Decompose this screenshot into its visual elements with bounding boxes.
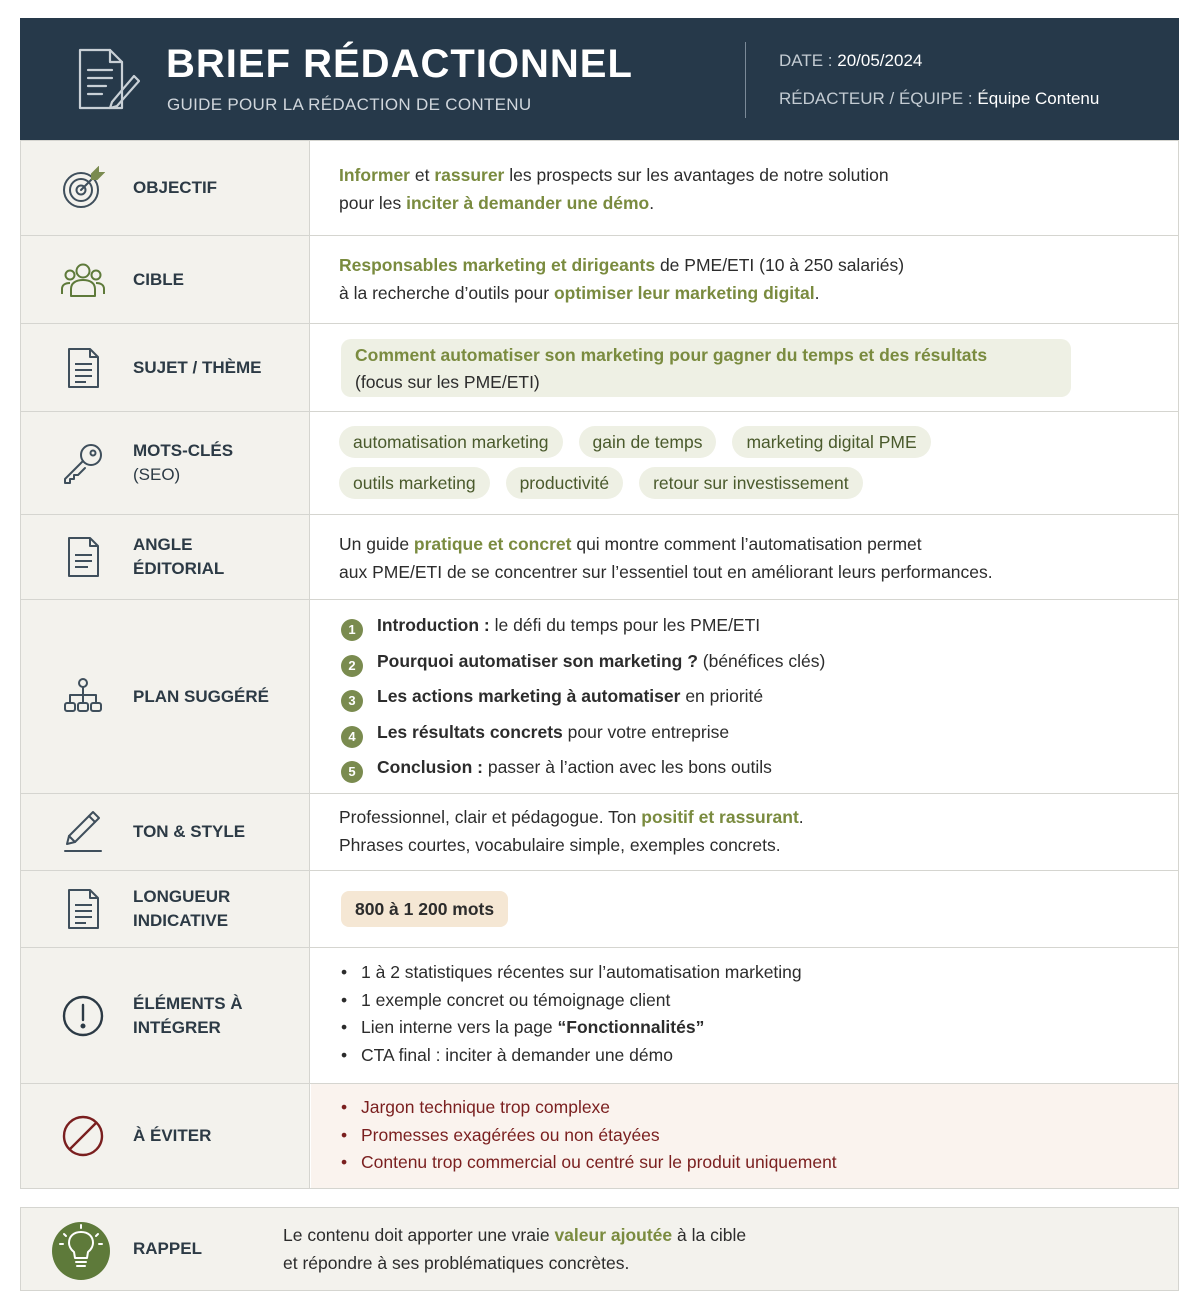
objectif-t-4: . xyxy=(649,192,655,213)
label-angle-2: ÉDITORIAL xyxy=(133,559,225,578)
brief-table xyxy=(20,140,1179,1189)
plan-item-bold: Pourquoi automatiser son marketing ? xyxy=(377,651,698,671)
plan-number-badge: 5 xyxy=(341,761,363,783)
keyword-pill: automatisation marketing xyxy=(339,426,563,458)
keyword-pill: retour sur investissement xyxy=(639,467,863,499)
cible-t-1: de PME/ETI (10 à 250 salariés) xyxy=(655,255,905,275)
elements-item-3a: Lien interne vers la page xyxy=(361,1017,558,1038)
keyword-pill: outils marketing xyxy=(339,467,490,499)
label-mots-cles-main: MOTS-CLÉS xyxy=(133,441,234,460)
keyword-pill: marketing digital PME xyxy=(732,426,930,458)
angle-t-1: Un guide xyxy=(339,534,414,554)
objectif-hl-1: Informer xyxy=(339,165,410,185)
cible-hl-2: optimiser leur marketing digital xyxy=(553,282,815,303)
exclamation-circle-icon xyxy=(61,994,105,1038)
list-item xyxy=(341,959,802,987)
rappel-t-3: et répondre à ses problématiques concrètes. xyxy=(283,1252,630,1273)
sujet-highlight-box xyxy=(341,339,1071,397)
plan-item-bold: Conclusion : xyxy=(377,757,483,777)
team-line xyxy=(779,89,1099,109)
team-value: Équipe Contenu xyxy=(977,89,1100,108)
ton-text xyxy=(339,804,804,859)
document-text-icon xyxy=(61,535,105,579)
header-divider xyxy=(745,42,746,118)
sujet-line-1: Comment automatiser son marketing pour gagner du temps et des résultats xyxy=(355,345,988,365)
rappel-t-2: à la cible xyxy=(672,1225,747,1245)
list-item: • Jargon technique trop complexe xyxy=(341,1094,837,1122)
plan-item xyxy=(341,649,825,673)
row-elements xyxy=(21,947,1178,1083)
label-longueur xyxy=(133,885,230,933)
ton-t-1: Professionnel, clair et pédagogue. Ton xyxy=(339,807,642,827)
label-longueur-2: INDICATIVE xyxy=(133,911,229,930)
elements-item-4: CTA final : inciter à demander une démo xyxy=(361,1045,673,1066)
objectif-t-2: les prospects sur les avantages de notre solution xyxy=(504,165,889,185)
cible-t-3: . xyxy=(814,282,820,303)
plan-item-rest: (bénéfices clés) xyxy=(697,651,826,671)
date-value: 20/05/2024 xyxy=(837,51,923,70)
row-eviter xyxy=(21,1083,1178,1188)
label-mots-cles-sub: (SEO) xyxy=(133,465,181,484)
label-ton: TON & STYLE xyxy=(133,822,246,841)
row-longueur xyxy=(21,870,1178,947)
ton-hl-1: positif et rassurant xyxy=(641,807,799,827)
elements-item-3b: “Fonctionnalités” xyxy=(557,1017,705,1038)
page-title: BRIEF RÉDACTIONNEL xyxy=(166,42,633,86)
rappel-text xyxy=(283,1222,746,1277)
lightbulb-icon xyxy=(52,1222,110,1280)
rappel-box xyxy=(20,1207,1179,1291)
label-elements-1: ÉLÉMENTS À xyxy=(133,993,243,1013)
plan-number-badge: 1 xyxy=(341,619,363,641)
list-item: • Promesses exagérées ou non étayées xyxy=(341,1122,837,1150)
rappel-hl-1: valeur ajoutée xyxy=(554,1225,673,1245)
plan-number-badge: 2 xyxy=(341,655,363,677)
objectif-hl-2: rassurer xyxy=(434,165,505,185)
document-lines-icon xyxy=(61,887,105,931)
cible-text xyxy=(339,252,904,307)
ton-t-3: Phrases courtes, vocabulaire simple, exemples concrets. xyxy=(339,834,781,855)
list-item xyxy=(341,1014,802,1042)
label-sujet: SUJET / THÈME xyxy=(133,357,262,377)
label-rappel: RAPPEL xyxy=(133,1239,202,1258)
date-line xyxy=(779,51,922,71)
label-longueur-1: LONGUEUR xyxy=(133,887,231,906)
list-item xyxy=(341,1042,802,1070)
target-icon xyxy=(61,166,105,210)
label-angle xyxy=(133,533,224,581)
sujet-line-2: (focus sur les PME/ETI) xyxy=(355,372,540,392)
angle-hl-1: pratique et concret xyxy=(413,534,572,554)
plan-number-badge: 3 xyxy=(341,690,363,712)
document-lines-icon xyxy=(61,346,105,390)
ton-t-2: . xyxy=(798,807,804,827)
objectif-hl-3: inciter à demander une démo xyxy=(406,192,650,213)
list-item xyxy=(341,987,802,1015)
prohibited-icon xyxy=(61,1114,105,1158)
row-ton xyxy=(21,793,1178,870)
length-badge: 800 à 1 200 mots xyxy=(341,891,508,927)
key-icon xyxy=(61,441,105,485)
objectif-t-1: et xyxy=(409,165,435,185)
label-mots-cles xyxy=(133,439,233,487)
page-subtitle: GUIDE POUR LA RÉDACTION DE CONTENU xyxy=(167,95,532,114)
plan-item-rest: passer à l’action avec les bons outils xyxy=(482,757,772,777)
plan-item-bold: Les résultats concrets xyxy=(377,722,563,742)
plan-number-badge: 4 xyxy=(341,726,363,748)
keyword-pill: gain de temps xyxy=(579,426,717,458)
elements-item-2: 1 exemple concret ou témoignage client xyxy=(361,989,671,1010)
row-mots-cles xyxy=(21,411,1178,514)
sitemap-icon xyxy=(61,675,105,719)
row-angle xyxy=(21,514,1178,599)
team-label: RÉDACTEUR / ÉQUIPE : xyxy=(779,89,973,108)
users-group-icon xyxy=(61,258,105,302)
angle-t-2: qui montre comment l’automatisation permet xyxy=(571,534,922,554)
keywords-row-2 xyxy=(339,467,879,499)
angle-t-3: aux PME/ETI de se concentrer sur l’essentiel tout en améliorant leurs performances. xyxy=(339,561,993,582)
pencil-icon xyxy=(61,810,105,854)
date-label: DATE : xyxy=(779,51,833,70)
objectif-text xyxy=(339,162,889,217)
document-pen-icon xyxy=(76,46,140,112)
rappel-t-1: Le contenu doit apporter une vraie xyxy=(283,1225,555,1245)
header-banner xyxy=(20,18,1179,140)
keywords-row-1 xyxy=(339,426,947,458)
plan-item xyxy=(341,684,763,708)
elements-list xyxy=(341,959,802,1070)
label-elements-2: INTÉGRER xyxy=(133,1017,221,1037)
plan-item-bold: Les actions marketing à automatiser xyxy=(377,686,681,706)
list-item: • Contenu trop commercial ou centré sur le produit uniquement xyxy=(341,1149,837,1177)
row-cible xyxy=(21,235,1178,323)
label-cible: CIBLE xyxy=(133,269,184,289)
row-sujet xyxy=(21,323,1178,411)
keyword-pill: productivité xyxy=(506,467,624,499)
plan-item-rest: pour votre entreprise xyxy=(562,722,730,742)
avoid-list xyxy=(341,1094,837,1177)
plan-item xyxy=(341,755,772,779)
label-objectif: OBJECTIF xyxy=(133,178,218,197)
rappel-icon-circle xyxy=(52,1222,110,1280)
row-objectif xyxy=(21,140,1178,235)
plan-item-rest: en priorité xyxy=(680,686,764,706)
row-plan xyxy=(21,599,1178,793)
plan-item-rest: le défi du temps pour les PME/ETI xyxy=(489,615,761,635)
plan-item xyxy=(341,720,729,744)
plan-item-bold: Introduction : xyxy=(377,615,490,635)
objectif-t-3: pour les xyxy=(339,192,407,213)
cible-hl-1: Responsables marketing et dirigeants xyxy=(339,255,656,275)
cible-t-2: à la recherche d’outils pour xyxy=(339,282,554,303)
label-eviter: À ÉVITER xyxy=(133,1126,212,1145)
plan-item xyxy=(341,613,760,637)
label-elements xyxy=(133,992,243,1040)
angle-text xyxy=(339,531,993,586)
label-plan: PLAN SUGGÉRÉ xyxy=(133,686,270,706)
label-angle-1: ANGLE xyxy=(133,535,193,554)
elements-item-1: 1 à 2 statistiques récentes sur l’automatisation marketing xyxy=(361,962,802,982)
